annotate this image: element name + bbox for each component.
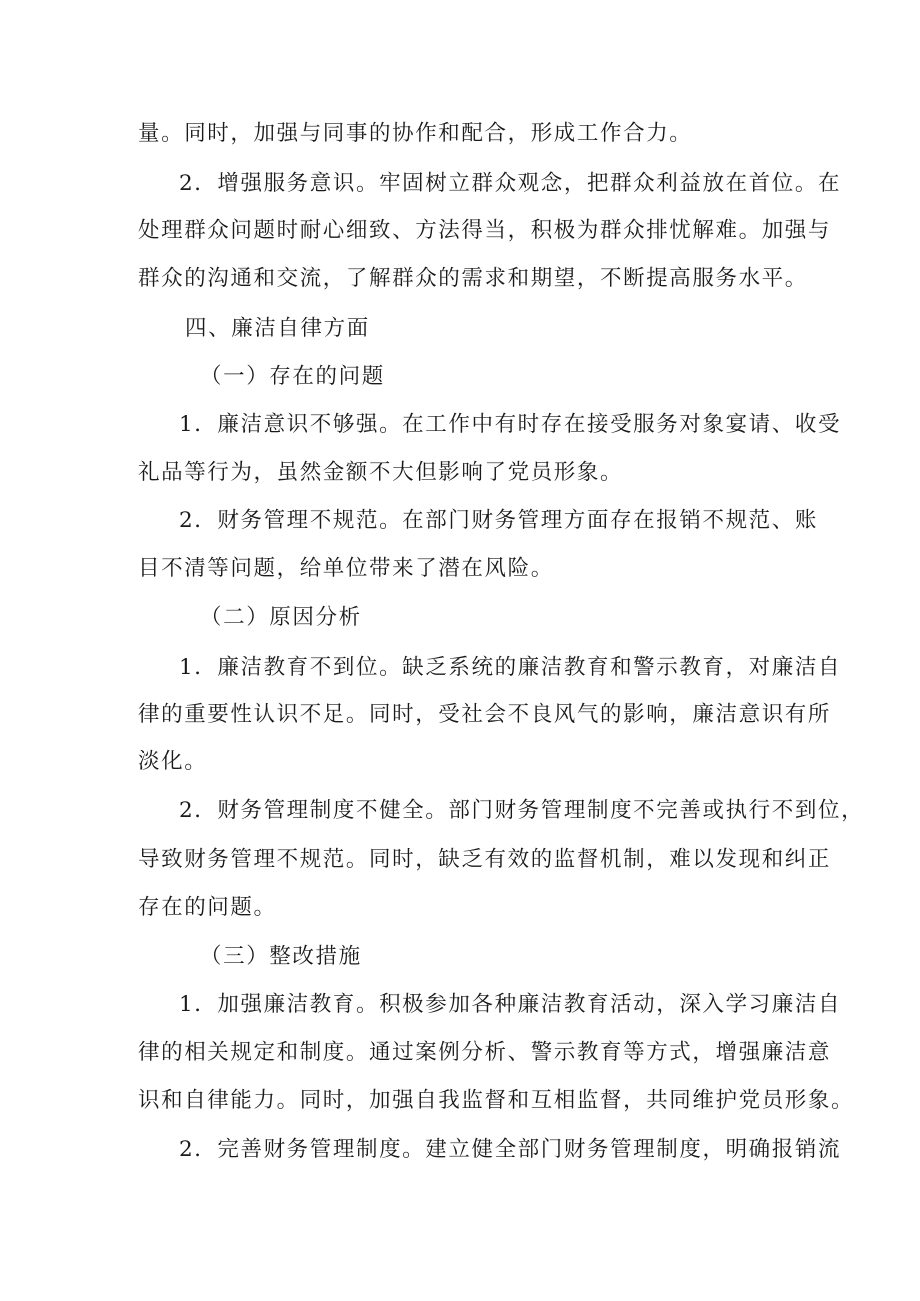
paragraph-line: 律的重要性认识不足。同时，受社会不良风气的影响，廉洁意识有所 [138, 702, 832, 727]
paragraph-line: 导致财务管理不规范。同时，缺乏有效的监督机制，难以发现和纠正 [138, 847, 832, 872]
section-heading: 四、廉洁自律方面 [185, 316, 370, 341]
paragraph-line: 目不清等问题，给单位带来了潜在风险。 [138, 556, 554, 581]
paragraph-line: 2．完善财务管理制度。建立健全部门财务管理制度，明确报销流 [179, 1137, 842, 1162]
paragraph-line: 群众的沟通和交流，了解群众的需求和期望，不断提高服务水平。 [138, 266, 808, 291]
paragraph-line: 淡化。 [138, 749, 208, 774]
paragraph-line: 1．加强廉洁教育。积极参加各种廉洁教育活动，深入学习廉洁自 [179, 992, 842, 1017]
paragraph-line: 存在的问题。 [138, 895, 277, 920]
paragraph-line: 礼品等行为，虽然金额不大但影响了党员形象。 [138, 460, 624, 485]
paragraph-line: 1．廉洁教育不到位。缺乏系统的廉洁教育和警示教育，对廉洁自 [179, 655, 842, 680]
paragraph-line: 识和自律能力。同时，加强自我监督和互相监督，共同维护党员形象。 [138, 1088, 855, 1113]
paragraph-line: 2．财务管理不规范。在部门财务管理方面存在报销不规范、账 [179, 508, 818, 533]
paragraph-line: 量。同时，加强与同事的协作和配合，形成工作合力。 [138, 121, 693, 146]
subsection-heading: （三）整改措施 [200, 944, 362, 969]
paragraph-line: 1．廉洁意识不够强。在工作中有时存在接受服务对象宴请、收受 [179, 412, 842, 437]
paragraph-line: 处理群众问题时耐心细致、方法得当，积极为群众排忧解难。加强与 [138, 218, 832, 243]
paragraph-line: 2．财务管理制度不健全。部门财务管理制度不完善或执行不到位， [179, 798, 865, 823]
paragraph-line: 2．增强服务意识。牢固树立群众观念，把群众利益放在首位。在 [179, 171, 842, 196]
subsection-heading: （二）原因分析 [200, 605, 362, 630]
paragraph-line: 律的相关规定和制度。通过案例分析、警示教育等方式，增强廉洁意 [138, 1040, 832, 1065]
subsection-heading: （一）存在的问题 [200, 364, 385, 389]
